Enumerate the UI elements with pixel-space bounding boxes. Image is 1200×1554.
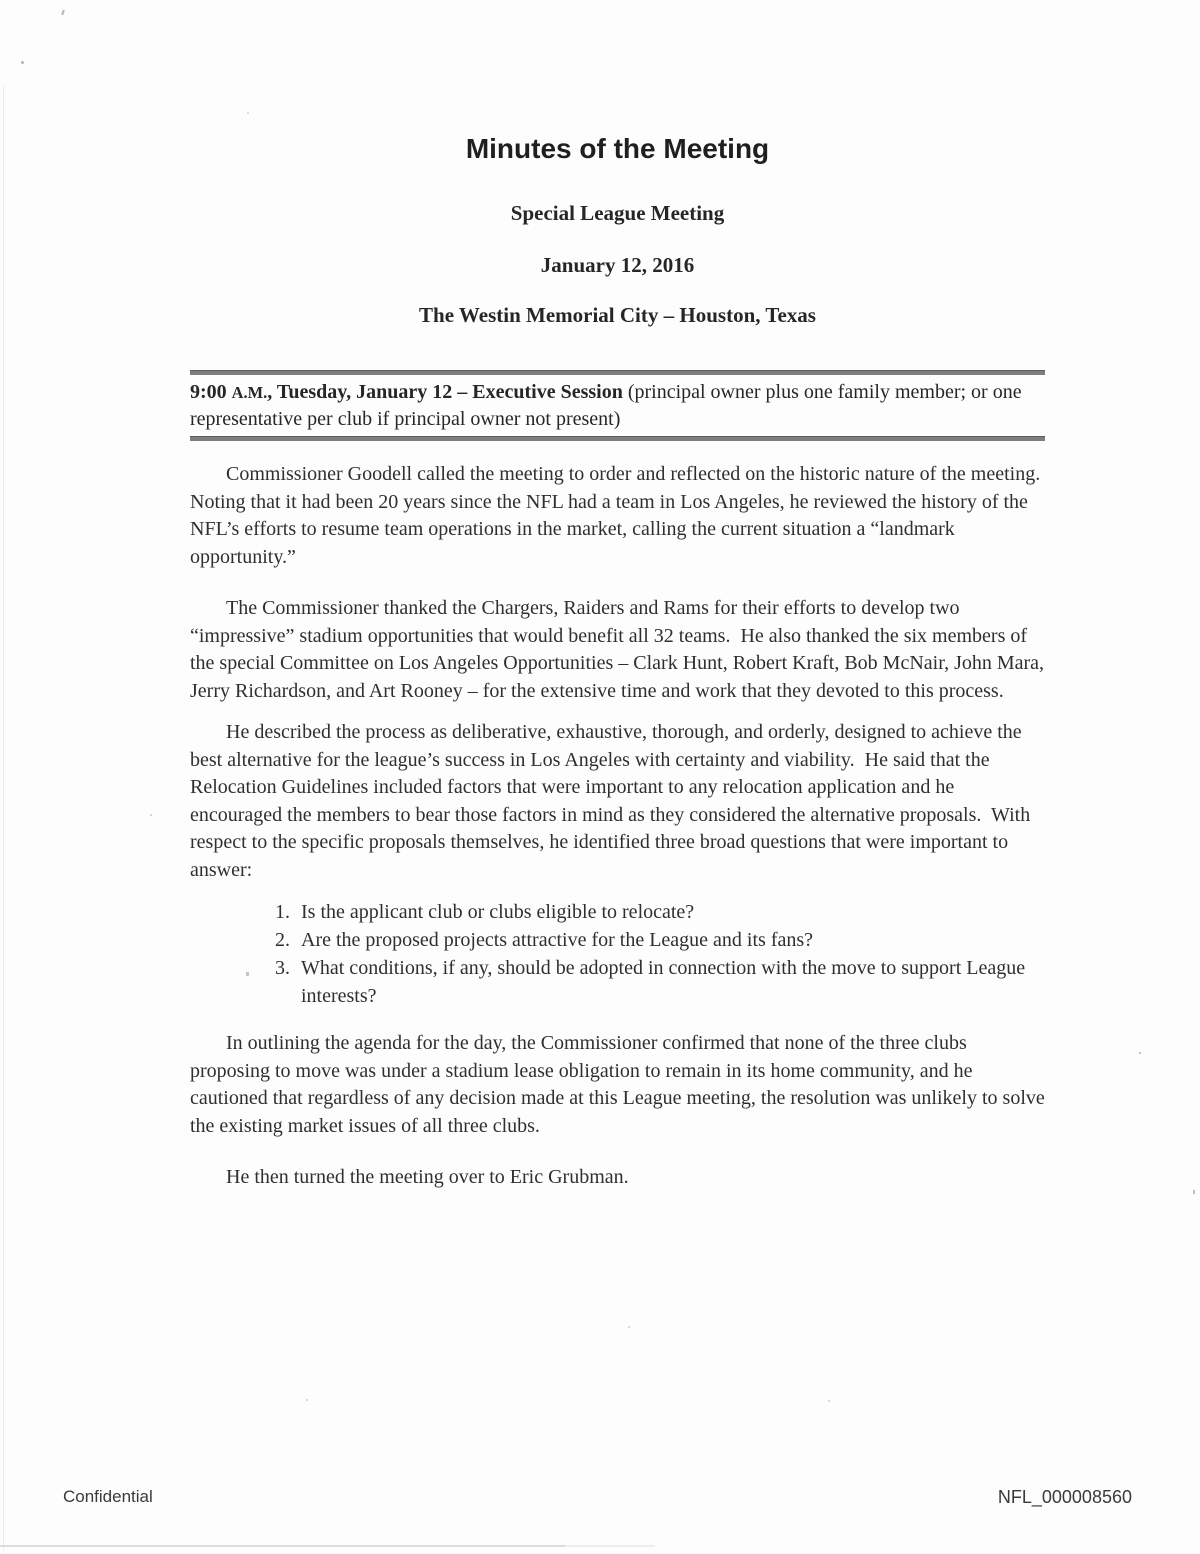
section-rule-bottom [190, 436, 1045, 441]
session-parenthetical: (principal owner plus one family member; or one representative per club if principal owner not present) [190, 381, 1022, 430]
subtitle-date: January 12, 2016 [540, 253, 695, 277]
scan-bottom-line-fade [565, 1545, 655, 1547]
page-title: Minutes of the Meeting [465, 133, 770, 164]
scan-speckle [1193, 1190, 1195, 1194]
scan-speckle [61, 10, 65, 15]
scan-speckle [1139, 1052, 1141, 1054]
paragraph-opening: Commissioner Goodell called the meeting to order and reflected on the historic nature of the meeting. Noting that it had been 20 years since the NFL had a team in Los Angeles, he reviewed the history of the NFL’s efforts to resume team operations in the market, calling the current situation a “landmark opportunity.” [190, 463, 1051, 568]
closing-paragraph: He then turned the meeting over to Eric Grubman. [226, 1166, 629, 1188]
list-item: 2. Are the proposed projects attractive for the League and its fans? [295, 926, 1045, 954]
scan-bottom-line [0, 1545, 565, 1547]
agenda-question-list [190, 898, 1045, 1010]
footer-confidential-label: Confidential [63, 1487, 153, 1506]
session-title: , Tuesday, January 12 – Executive Session [267, 381, 623, 403]
scan-speckle [21, 61, 24, 64]
subtitle-location: The Westin Memorial City – Houston, Texas [419, 303, 816, 327]
session-header [190, 379, 1045, 433]
scan-speckle [828, 1400, 830, 1402]
document-content [190, 0, 1051, 1192]
paragraph-thanks: The Commissioner thanked the Chargers, Raiders and Rams for their efforts to develop two “impressive” stadium opportunities that would benefit all 32 teams. He also thanked the six members of the special Committee on Los Angeles Opportunities – Clark Hunt, Robert Kraft, Bob McNair, John Mara, Jerry Richardson, and Art Rooney – for the extensive time and work that they devoted to this process. [190, 597, 1050, 702]
list-item: 3. What conditions, if any, should be adopted in connection with the move to support League interests? [295, 954, 1045, 1010]
subtitle-meeting-type: Special League Meeting [510, 201, 725, 225]
scan-speckle [246, 972, 249, 976]
scan-speckle [150, 814, 152, 816]
footer-bates-number: NFL_000008560 [997, 1487, 1132, 1507]
session-meridiem: A.M. [231, 383, 268, 402]
scan-speckle [247, 112, 249, 114]
paragraph-agenda: In outlining the agenda for the day, the Commissioner confirmed that none of the three clubs proposing to move was under a stadium lease obligation to remain in its home community, and he cautioned that regardless of any decision made at this League meeting, the resolution was unlikely to solve the existing market issues of all three clubs. [190, 1032, 1050, 1137]
paragraph-process: He described the process as deliberative, exhaustive, thorough, and orderly, designed to achieve the best alternative for the league’s success in Los Angeles with certainty and viability. He said that the Relocation Guidelines included factors that were important to any relocation application and he encouraged the members to bear those factors in mind as they considered the alternative proposals. With respect to the specific proposals themselves, he identified three broad questions that were important to answer: [190, 721, 1036, 881]
list-item: 1. Is the applicant club or clubs eligible to relocate? [295, 898, 1045, 926]
section-rule-top [190, 370, 1045, 375]
scan-speckle [628, 1326, 630, 1328]
session-time: 9:00 [190, 381, 232, 403]
scan-speckle [306, 1399, 308, 1401]
scan-edge-line [3, 85, 4, 1550]
